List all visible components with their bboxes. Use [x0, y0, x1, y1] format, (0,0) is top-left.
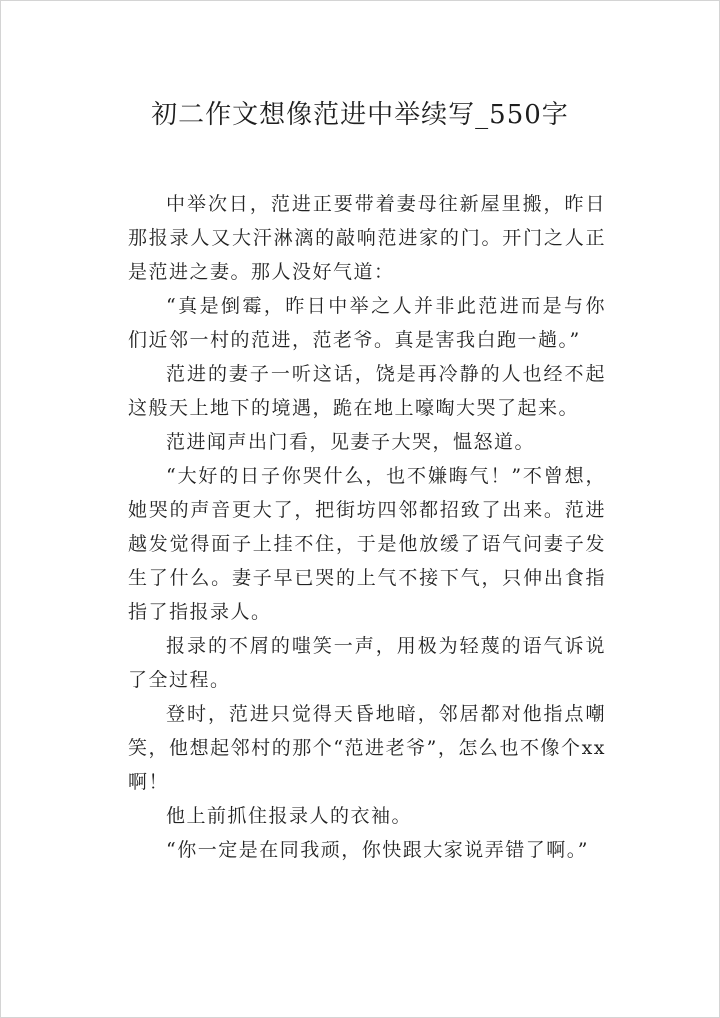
document-body — [128, 187, 606, 867]
paragraph: “你一定是在同我顽，你快跟大家说弄错了啊。” — [166, 839, 589, 861]
paragraph: “大好的日子你哭什么，也不嫌晦气！”不曾想，她哭的声音更大了，把街坊四邻都招致了出来。范进越发觉得面子上挂不住，于是他放缓了语气问妻子发生了什么。妻子早已哭的上气不接下气，只伸出食指指了指报录人。 — [128, 465, 606, 623]
paragraph: 范进闻声出门看，见妻子大哭，愠怒道。 — [166, 431, 536, 453]
paragraph: 范进的妻子一听这话，饶是再冷静的人也经不起这般天上地下的境遇，跪在地上嚎啕大哭了起来。 — [128, 363, 606, 419]
paragraph: 报录的不屑的嗤笑一声，用极为轻蔑的语气诉说了全过程。 — [128, 635, 606, 691]
paragraph: 他上前抓住报录人的衣袖。 — [166, 805, 413, 827]
paragraph: “真是倒霉，昨日中举之人并非此范进而是与你们近邻一村的范进，范老爷。真是害我白跑一趟。” — [128, 295, 606, 351]
paragraph: 登时，范进只觉得天昏地暗，邻居都对他指点嘲笑，他想起邻村的那个“范进老爷”，怎么也不像个xx啊！ — [128, 703, 606, 793]
document-title: 初二作文想像范进中举续写_550字 — [151, 100, 569, 130]
paragraph: 中举次日，范进正要带着妻母往新屋里搬，昨日那报录人又大汗淋漓的敲响范进家的门。开门之人正是范进之妻。那人没好气道： — [128, 193, 606, 283]
